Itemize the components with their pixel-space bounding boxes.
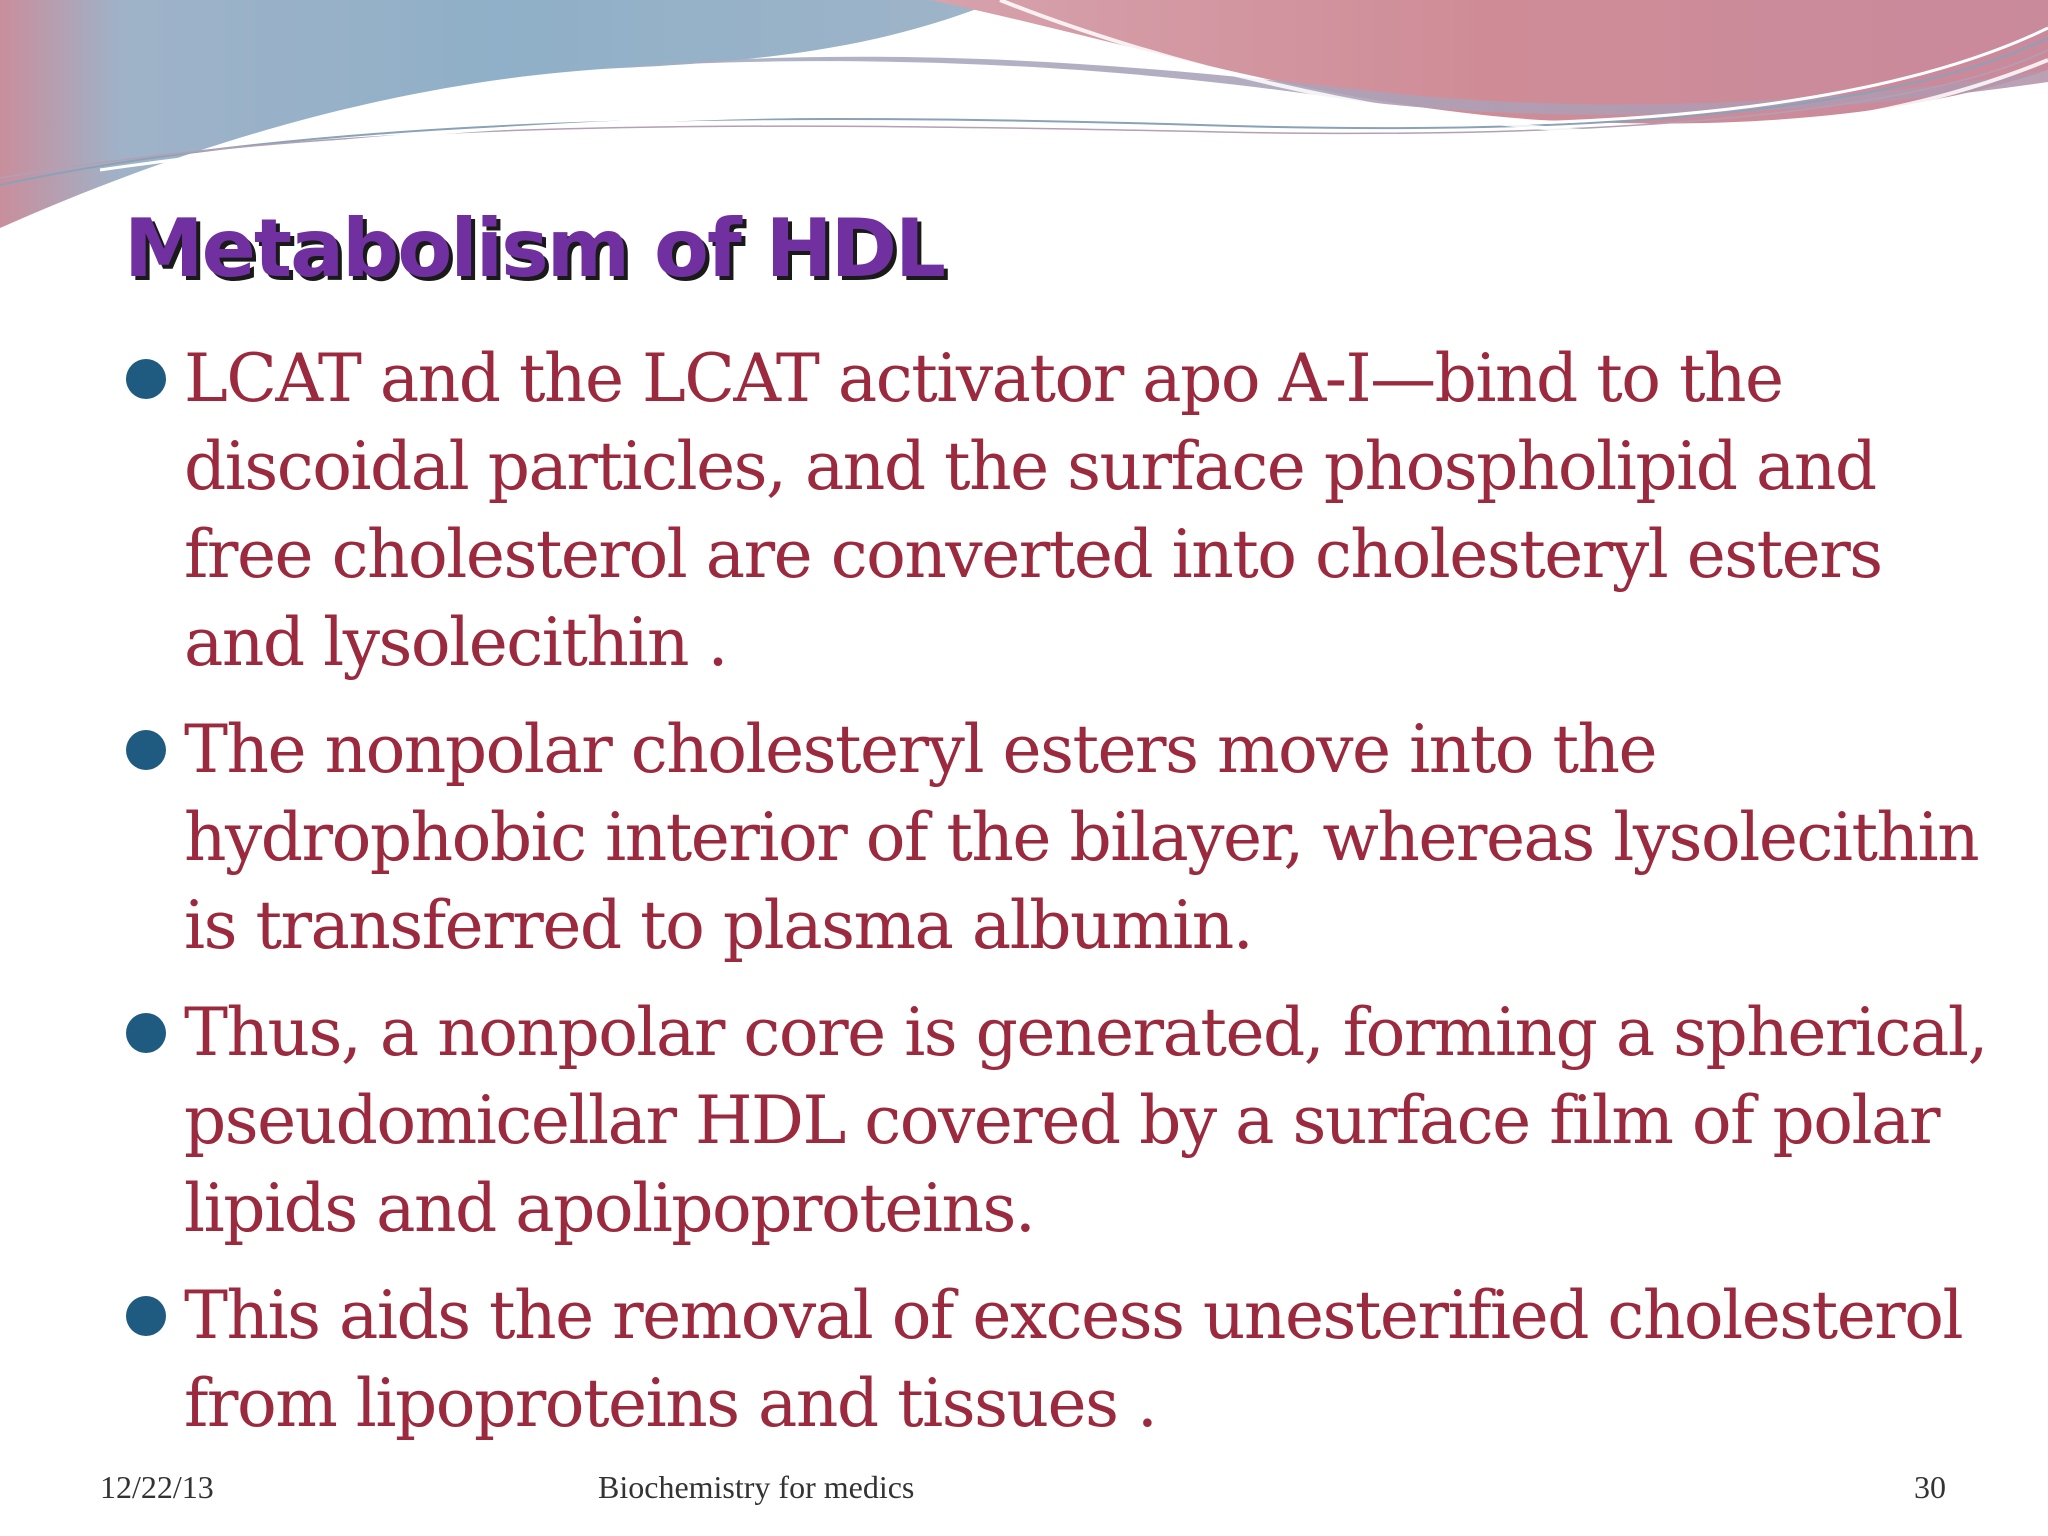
bullet-item <box>126 989 2006 1253</box>
bullet-text: Thus, a nonpolar core is generated, forming a spherical, pseudomicellar HDL covered by a surface film of polar lipids and apolipoproteins. <box>184 994 1987 1247</box>
slide-title: Metabolism of HDL <box>124 202 944 295</box>
bullet-item <box>126 706 2006 970</box>
footer-date: 12/22/13 <box>100 1469 214 1505</box>
bullet-dot-icon <box>126 359 166 399</box>
bullet-dot-icon <box>126 730 166 770</box>
footer-page-number: 30 <box>1914 1469 1946 1505</box>
bullet-dot-icon <box>126 1296 166 1336</box>
footer-title: Biochemistry for medics <box>598 1469 915 1505</box>
bullet-text: The nonpolar cholesteryl esters move into the hydrophobic interior of the bilayer, whereas lysolecithin is transferred to plasma albumin. <box>184 711 1979 964</box>
bullet-text: LCAT and the LCAT activator apo A-I—bind to the discoidal particles, and the surface phospholipid and free cholesterol are converted into cholesteryl esters and lysolecithin . <box>184 340 1882 681</box>
bullet-list <box>126 335 2006 1467</box>
bullet-item <box>126 1272 2006 1448</box>
bullet-text: This aids the removal of excess unesterified cholesterol from lipoproteins and tissues . <box>184 1277 1963 1442</box>
bullet-item <box>126 335 2006 687</box>
bullet-dot-icon <box>126 1013 166 1053</box>
